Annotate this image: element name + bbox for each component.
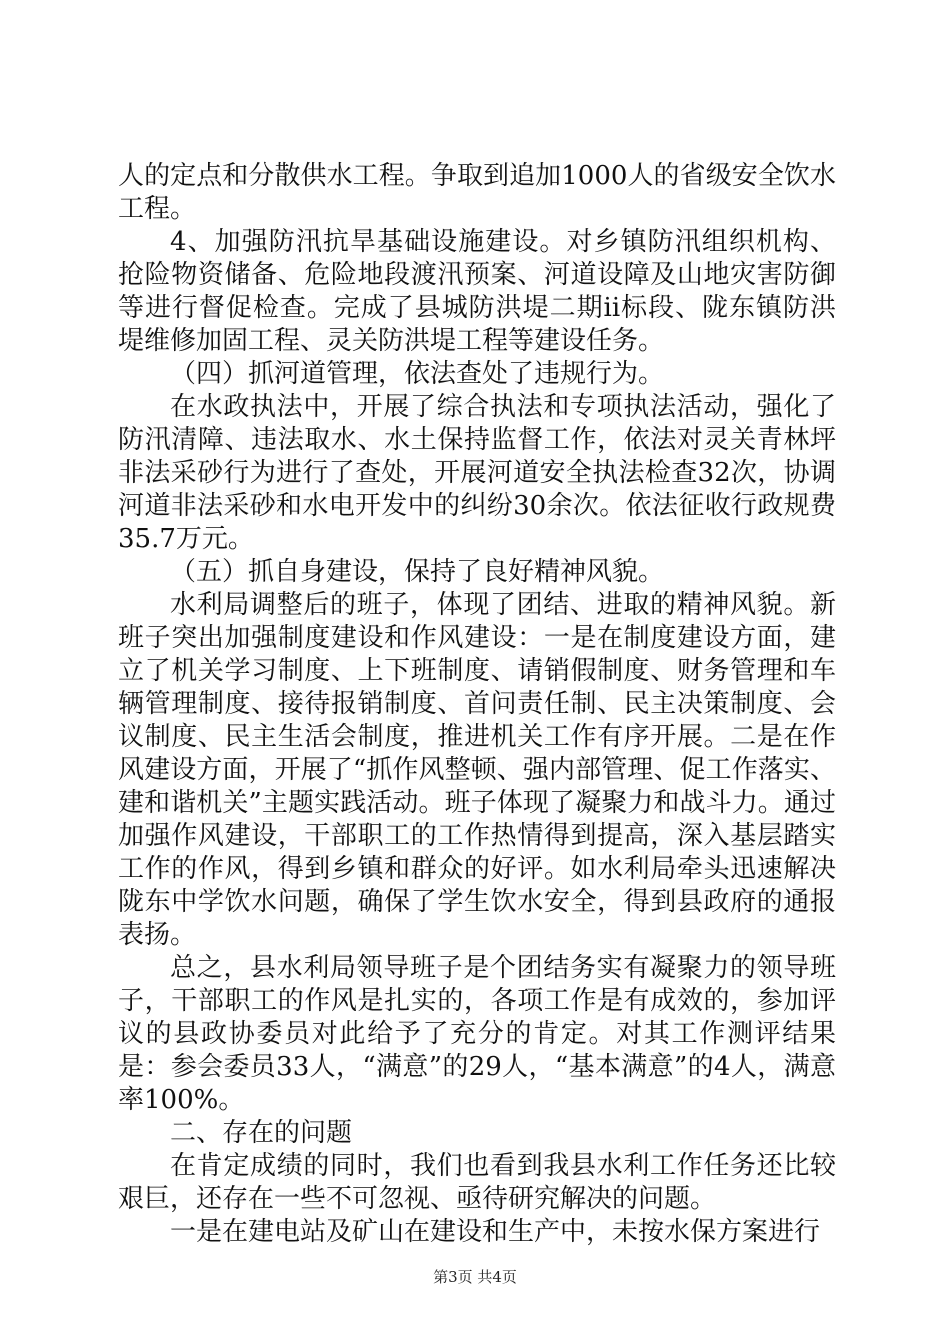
paragraph-2: 4、加强防汛抗旱基础设施建设。对乡镇防汛组织机构、抢险物资储备、危险地段渡汛预案、河道设障及山地灾害防御等进行督促检查。完成了县城防洪堤二期ii标段、陇东镇防洪堤维修加固工程、灵关防洪堤工程等建设任务。 — [118, 227, 836, 356]
paragraph-7: 一是在建电站及矿山在建设和生产中，未按水保方案进行 — [170, 1217, 821, 1247]
paragraph-5: 总之，县水利局领导班子是个团结务实有凝聚力的领导班子，干部职工的作风是扎实的，各项工作是有成效的，参加评议的县政协委员对此给予了充分的肯定。对其工作测评结果是：参会委员33人，“满意”的29人，“基本满意”的4人，满意率100%。 — [118, 953, 836, 1115]
paragraph-6: 在肯定成绩的同时，我们也看到我县水利工作任务还比较艰巨，还存在一些不可忽视、亟待研究解决的问题。 — [118, 1151, 836, 1214]
document-body — [118, 160, 836, 1249]
section-heading-problems: 二、存在的问题 — [170, 1118, 353, 1148]
page-footer: 第3页 共4页 — [433, 1268, 517, 1286]
paragraph-3: 在水政执法中，开展了综合执法和专项执法活动，强化了防汛清障、违法取水、水土保持监督工作，依法对灵关青林坪非法采砂行为进行了查处，开展河道安全执法检查32次，协调河道非法采砂和水电开发中的纠纷30余次。依法征收行政规费35.7万元。 — [118, 392, 836, 554]
paragraph-1: 人的定点和分散供水工程。争取到追加1000人的省级安全饮水工程。 — [118, 161, 836, 224]
section-heading-5: （五）抓自身建设，保持了良好精神风貌。 — [170, 557, 665, 587]
section-heading-4: （四）抓河道管理，依法查处了违规行为。 — [170, 359, 665, 389]
paragraph-4: 水利局调整后的班子，体现了团结、进取的精神风貌。新班子突出加强制度建设和作风建设：一是在制度建设方面，建立了机关学习制度、上下班制度、请销假制度、财务管理和车辆管理制度、接待报销制度、首问责任制、民主决策制度、会议制度、民主生活会制度，推进机关工作有序开展。二是在作风建设方面，开展了“抓作风整顿、强内部管理、促工作落实、建和谐机关”主题实践活动。班子体现了凝聚力和战斗力。通过加强作风建设，干部职工的工作热情得到提高，深入基层踏实工作的作风，得到乡镇和群众的好评。如水利局牵头迅速解决陇东中学饮水问题，确保了学生饮水安全，得到县政府的通报表扬。 — [118, 590, 836, 950]
